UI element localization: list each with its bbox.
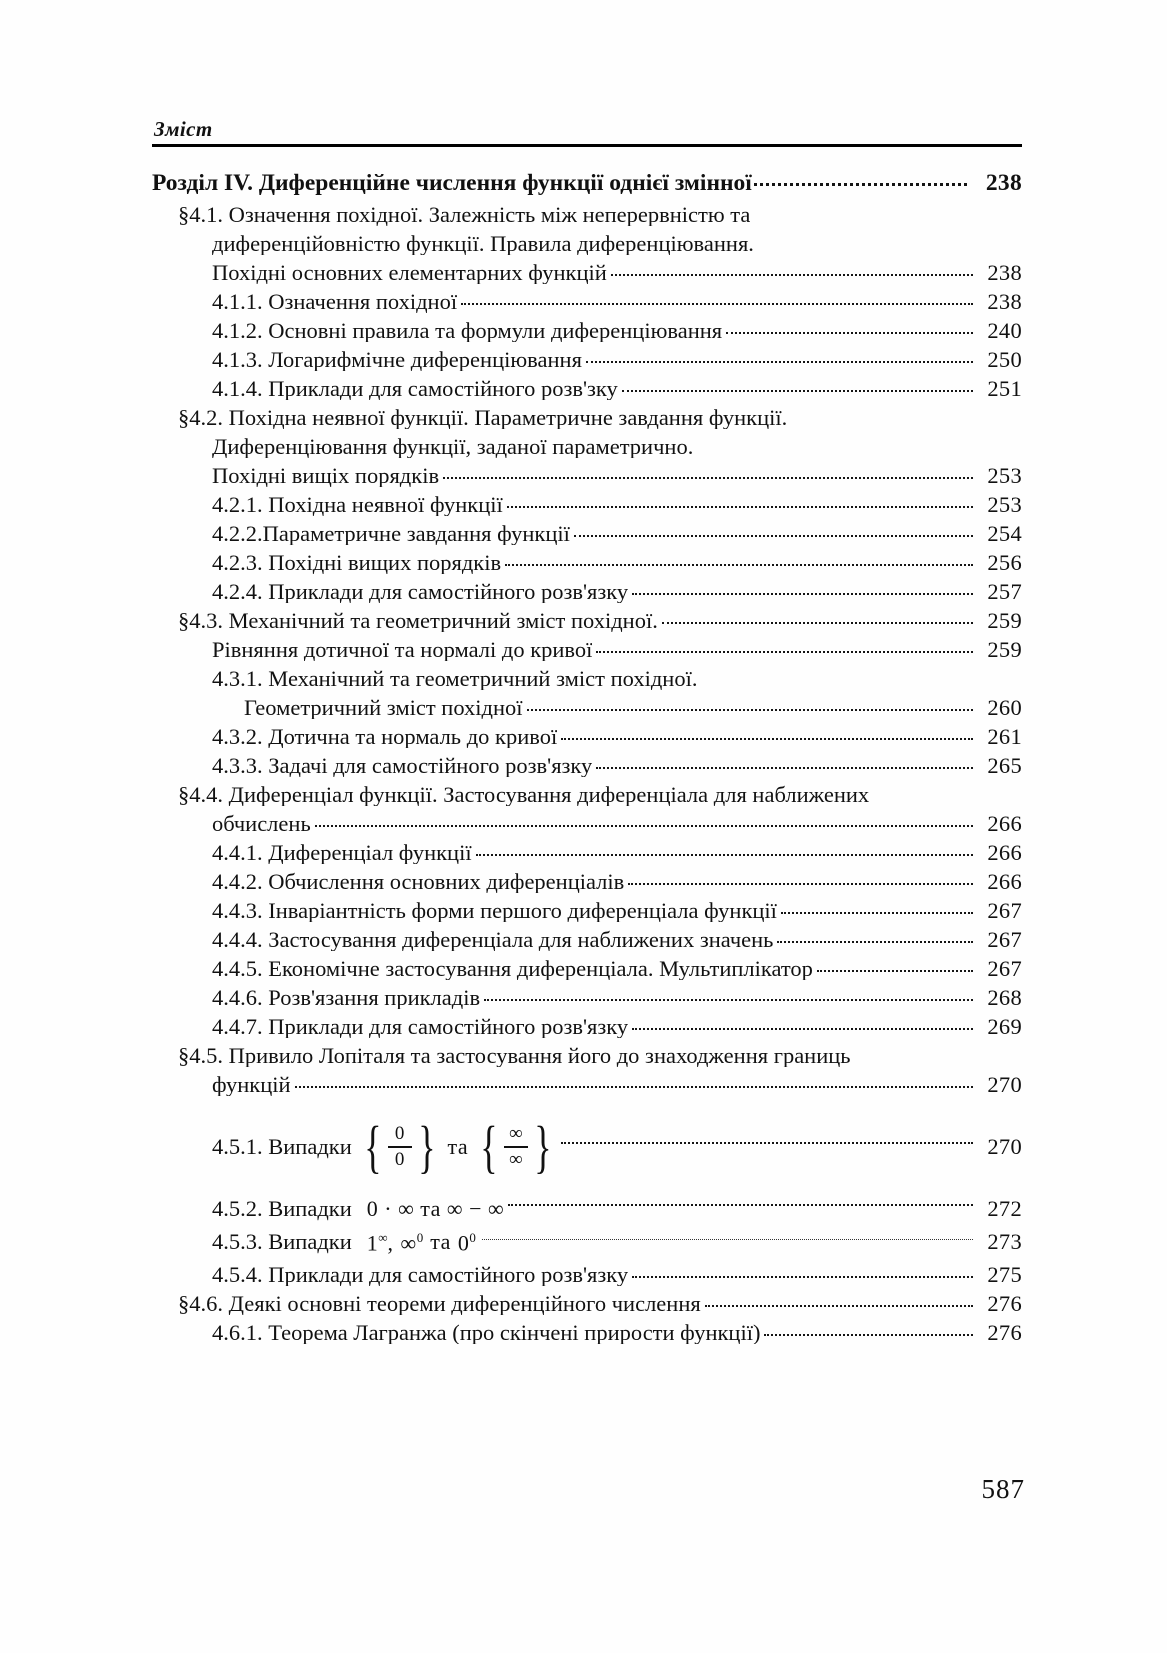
- toc-entry[interactable]: [212, 926, 1022, 952]
- toc-entry[interactable]: [212, 520, 1022, 546]
- dot-leader: [315, 825, 973, 827]
- dot-leader: [461, 303, 973, 305]
- toc-entry-label: Похідні основних елементарних функцій: [212, 261, 607, 284]
- dot-leader: [574, 535, 973, 537]
- dot-leader: [622, 390, 973, 392]
- fraction-zero-over-zero: [359, 1110, 441, 1184]
- toc-entry-label: [212, 1198, 504, 1221]
- toc-entry[interactable]: [152, 172, 1022, 196]
- toc-entry-page: 238: [985, 170, 1022, 196]
- toc-entry[interactable]: [212, 955, 1022, 981]
- right-brace-icon: }: [417, 1114, 436, 1180]
- page-header: [152, 118, 1022, 147]
- header-rule: [152, 144, 1022, 147]
- toc-entry-page: 275: [987, 1261, 1022, 1287]
- toc-entry-label: 4.3.2. Дотична та нормаль до кривої: [212, 725, 558, 748]
- toc-entry[interactable]: [244, 694, 1022, 720]
- dot-leader: [754, 183, 967, 186]
- toc-entry-page: 238: [987, 259, 1022, 285]
- toc-entry-page: 256: [987, 549, 1022, 575]
- numerator: 0: [394, 1123, 405, 1145]
- toc-entry-page: 253: [987, 462, 1022, 488]
- toc-entry[interactable]: [212, 668, 1022, 691]
- toc-entry[interactable]: [178, 407, 1022, 430]
- toc-entry-page: 238: [987, 288, 1022, 314]
- toc-entry-page: 267: [987, 926, 1022, 952]
- toc-entry[interactable]: [212, 288, 1022, 314]
- toc-entry-label: §4.1. Означення похідної. Залежність між неперервністю та: [178, 203, 751, 226]
- dot-leader: [777, 941, 973, 943]
- numerator: ∞: [509, 1123, 523, 1145]
- dot-leader: [527, 709, 973, 711]
- toc-entry[interactable]: [212, 810, 1022, 836]
- toc-entry-label: [212, 1110, 557, 1184]
- dot-leader: [507, 506, 973, 508]
- toc-entry[interactable]: [212, 233, 1022, 256]
- dot-leader: [476, 854, 973, 856]
- toc-entry-page: 259: [987, 636, 1022, 662]
- dot-leader: [632, 1276, 973, 1278]
- expression-infinity-pow-zero: ∞$^0$: [400, 1230, 424, 1254]
- dot-leader: [561, 1142, 973, 1144]
- toc-entry[interactable]: [212, 436, 1022, 459]
- toc-entry-4-5-2[interactable]: [212, 1198, 1022, 1221]
- toc-entry-label: 4.2.3. Похідні вищих порядків: [212, 551, 502, 574]
- toc-entry[interactable]: [212, 549, 1022, 575]
- toc-entry-label: функцій: [212, 1073, 291, 1096]
- toc-entry-page: 257: [987, 578, 1022, 604]
- expression-one-pow-infinity: 1∞,: [366, 1230, 394, 1254]
- toc-entries-top: [152, 172, 1022, 1096]
- toc-entry[interactable]: [178, 1290, 1022, 1316]
- toc-entry-label: 4.4.7. Приклади для самостійного розв'язку: [212, 1015, 629, 1038]
- dot-leader: [561, 738, 973, 740]
- toc-entry[interactable]: [178, 784, 1022, 807]
- toc-entry-page: 253: [987, 491, 1022, 517]
- dot-leader: [484, 999, 973, 1001]
- toc-entry-label: [212, 1231, 476, 1254]
- toc-entry-page: 276: [987, 1319, 1022, 1345]
- dot-leader: [482, 1239, 973, 1240]
- toc-entry[interactable]: [178, 607, 1022, 633]
- conjunction-ta: та: [447, 1134, 469, 1159]
- toc-entry[interactable]: [212, 346, 1022, 372]
- toc-entry-page: 266: [987, 868, 1022, 894]
- toc-entry-label: 4.3.3. Задачі для самостійного розв'язку: [212, 754, 593, 777]
- toc-entry[interactable]: [212, 1013, 1022, 1039]
- expression-zero-times-infinity: 0 · ∞ та ∞ − ∞: [366, 1198, 505, 1221]
- toc-entry-label: 4.4.3. Інваріантність форми першого диференціала функції: [212, 899, 777, 922]
- toc-entry-label: 4.4.5. Економічне застосування диференціала. Мультиплікатор: [212, 957, 813, 980]
- toc-entry-page: 267: [987, 955, 1022, 981]
- denominator: ∞: [509, 1149, 523, 1170]
- toc-entry[interactable]: [212, 491, 1022, 517]
- dot-leader: [628, 883, 973, 885]
- dot-leader: [781, 912, 973, 914]
- toc-entry-page: 254: [987, 520, 1022, 546]
- toc-entry-label: 4.6.1. Теорема Лагранжа (про скінчені прирости функції): [212, 1321, 761, 1345]
- toc-entry-label: Розділ IV. Диференційне числення функції однієї змінної: [152, 172, 752, 196]
- toc-entry[interactable]: [178, 1045, 1022, 1068]
- fraction-bar: [388, 1146, 412, 1148]
- toc-entry-page: 251: [987, 375, 1022, 401]
- toc-entry[interactable]: [212, 636, 1022, 662]
- toc-entry-label: Похідні вищіх порядків: [212, 464, 440, 487]
- denominator: 0: [394, 1149, 405, 1170]
- dot-leader: [505, 564, 973, 566]
- dot-leader: [508, 1204, 973, 1206]
- toc-entry-page: 273: [987, 1228, 1022, 1254]
- left-brace-icon: {: [480, 1114, 498, 1180]
- toc-entry[interactable]: [212, 1319, 1022, 1345]
- dot-leader: [705, 1305, 973, 1307]
- expression-zero-pow-zero: $0^0$: [457, 1230, 476, 1254]
- toc-entry-label: 4.1.2. Основні правила та формули диференціювання: [212, 319, 723, 342]
- toc-entry[interactable]: [212, 1261, 1022, 1287]
- toc-entry-label: диференційовністю функції. Правила диференціювання.: [212, 232, 754, 255]
- toc-entry-label: Геометричний зміст похідної: [244, 696, 523, 719]
- toc-entry-page: 259: [987, 607, 1022, 633]
- toc-entry[interactable]: [212, 723, 1022, 749]
- toc-entry-label: 4.2.1. Похідна неявної функції: [212, 493, 503, 516]
- dot-leader: [295, 1086, 973, 1088]
- dot-leader: [596, 651, 973, 653]
- toc-entry-label: 4.2.2.Параметричне завдання функції: [212, 522, 570, 545]
- toc-entries-tail: [152, 1261, 1022, 1345]
- left-brace-icon: {: [364, 1114, 382, 1180]
- toc-entry-text: 4.5.1. Випадки: [212, 1133, 352, 1159]
- toc-entry-label: 4.1.3. Логарифмічне диференціювання: [212, 348, 582, 371]
- right-brace-icon: }: [534, 1114, 552, 1180]
- toc-entry-label: 4.1.1. Означення похідної: [212, 290, 458, 313]
- toc-entry[interactable]: [212, 897, 1022, 923]
- fraction-inf-over-inf: [475, 1110, 557, 1184]
- toc-entry[interactable]: [212, 375, 1022, 401]
- toc-entry-label: §4.4. Диференціал функції. Застосування диференціала для наближених: [178, 783, 870, 806]
- toc-entry-page: 272: [987, 1196, 1022, 1221]
- dot-leader: [764, 1334, 973, 1336]
- toc-entry[interactable]: [212, 1071, 1022, 1097]
- toc-entry[interactable]: [178, 204, 1022, 227]
- toc-entry-label: §4.3. Механічний та геометричний зміст похідної.: [178, 609, 658, 632]
- toc-entry[interactable]: [212, 984, 1022, 1010]
- fraction-bar: [504, 1146, 528, 1148]
- toc-entry[interactable]: [212, 317, 1022, 343]
- dot-leader: [632, 593, 973, 595]
- toc-entry-page: 266: [987, 839, 1022, 865]
- toc-entry-label: обчислень: [212, 812, 311, 835]
- toc-entry[interactable]: [212, 839, 1022, 865]
- toc-entry-label: 4.4.1. Диференціал функції: [212, 841, 472, 864]
- toc-entry-page: 265: [987, 752, 1022, 778]
- dot-leader: [443, 477, 973, 479]
- toc-entry-label: §4.6. Деякі основні теореми диференційного числення: [178, 1292, 701, 1316]
- toc-entry-label: 4.3.1. Механічний та геометричний зміст похідної.: [212, 667, 698, 690]
- conjunction-ta: та: [430, 1230, 451, 1254]
- toc-entry-label: Рівняння дотичної та нормалі до кривої: [212, 638, 593, 661]
- toc-entry-page: 270: [987, 1071, 1022, 1097]
- toc-entry-page: 250: [987, 346, 1022, 372]
- toc-list: [152, 172, 1022, 1351]
- toc-entry-4-5-1[interactable]: [212, 1110, 1022, 1184]
- toc-entry-page: 240: [987, 317, 1022, 343]
- dot-leader: [596, 767, 973, 769]
- dot-leader: [586, 361, 973, 363]
- toc-entry[interactable]: [212, 868, 1022, 894]
- toc-entry-page: 261: [987, 723, 1022, 749]
- dot-leader: [726, 332, 973, 334]
- dot-leader: [817, 970, 973, 972]
- toc-entry-text: 4.5.2. Випадки: [212, 1198, 352, 1221]
- toc-entry-4-5-3[interactable]: [212, 1228, 1022, 1254]
- toc-entry-label: Диференціювання функції, заданої параметрично.: [212, 435, 694, 458]
- running-head: Зміст: [154, 117, 213, 141]
- toc-entry[interactable]: [212, 752, 1022, 778]
- dot-leader: [611, 274, 973, 276]
- toc-entry[interactable]: [212, 462, 1022, 488]
- toc-entry-page: 266: [987, 810, 1022, 836]
- toc-entry-page: 276: [987, 1290, 1022, 1316]
- toc-entry-page: 260: [987, 694, 1022, 720]
- toc-entry-page: 267: [987, 897, 1022, 923]
- toc-entry-page: 268: [987, 984, 1022, 1010]
- toc-entry[interactable]: [212, 578, 1022, 604]
- toc-entry-label: §4.5. Привило Лопіталя та застосування його до знаходження границь: [178, 1044, 851, 1067]
- dot-leader: [662, 622, 973, 624]
- toc-entry-label: 4.1.4. Приклади для самостійного розв'зку: [212, 377, 618, 400]
- toc-entry-text: 4.5.3. Випадки: [212, 1230, 352, 1254]
- toc-entry-label: 4.5.4. Приклади для самостійного розв'язку: [212, 1263, 629, 1287]
- toc-entry-page: 269: [987, 1013, 1022, 1039]
- dot-leader: [632, 1028, 973, 1030]
- toc-entry-label: 4.4.4. Застосування диференціала для наближених значень: [212, 928, 774, 951]
- toc-entry-label: 4.2.4. Приклади для самостійного розв'язку: [212, 580, 629, 603]
- toc-entry[interactable]: [212, 259, 1022, 285]
- toc-entry-label: §4.2. Похідна неявної функції. Параметричне завдання функції.: [178, 406, 788, 429]
- toc-entry-page: 270: [987, 1133, 1022, 1159]
- page-number: 587: [981, 1474, 1025, 1504]
- toc-entry-label: 4.4.2. Обчислення основних диференціалів: [212, 870, 625, 893]
- toc-entry-label: 4.4.6. Розв'язання прикладів: [212, 986, 481, 1009]
